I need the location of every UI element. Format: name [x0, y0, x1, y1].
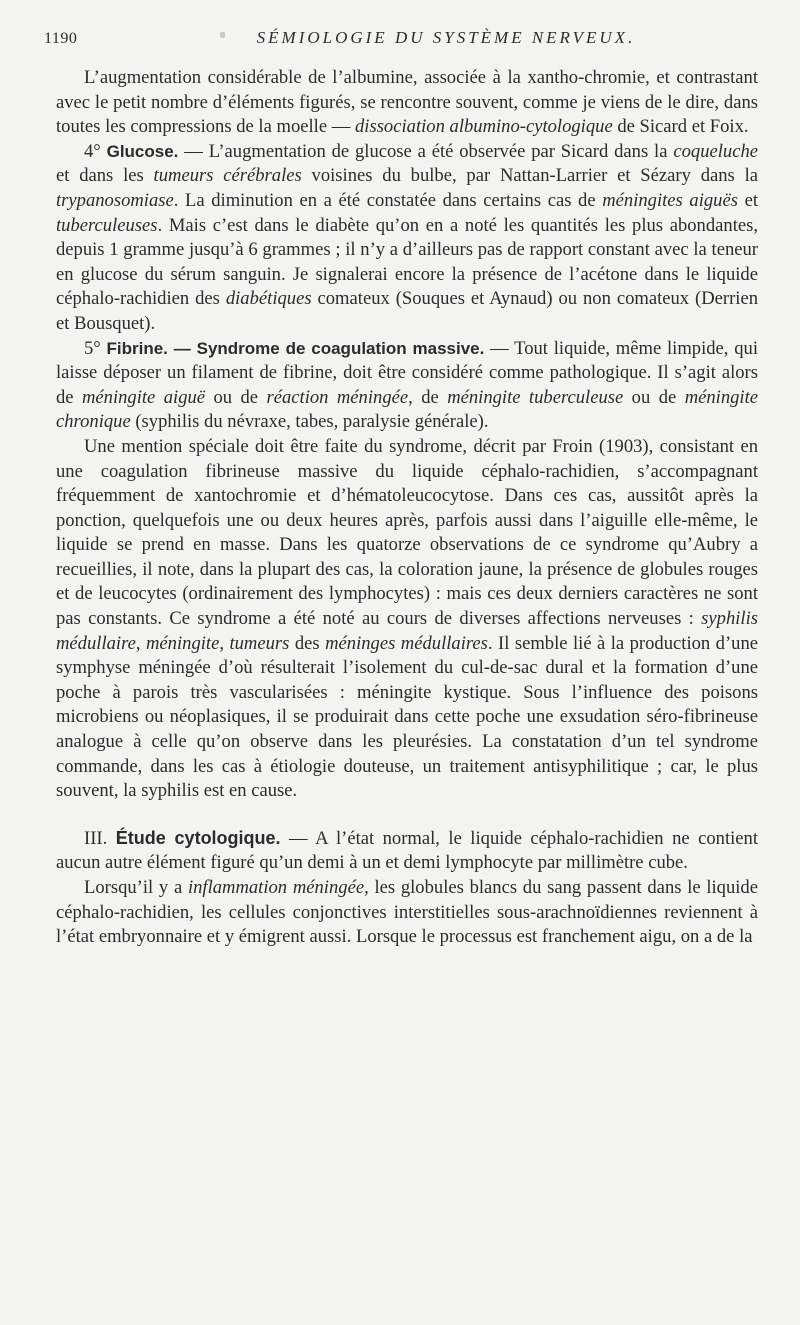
italic-term: tumeurs cérébrales	[153, 165, 302, 187]
section-heading: Fibrine. — Syndrome de coagulation massive.	[106, 338, 485, 358]
italic-term: trypanosomiase	[56, 189, 174, 211]
italic-term: coqueluche	[673, 140, 759, 162]
italic-term: méningites aiguës	[602, 189, 738, 211]
section-number: 5°	[84, 337, 101, 359]
text: , les globules blancs du sang passent dans le liquide céphalo-rachidien, les cellules conjonctives interstitielles sous-arachnoïdiennes reviennent à l’état embryonnaire et y émigrent aussi. Lorsque le processus est franchement aigu, on a de la	[56, 877, 758, 948]
paragraph-froin-syndrome	[56, 435, 758, 804]
italic-term: tuberculeuses	[56, 214, 158, 236]
text: de Sicard et Foix.	[612, 116, 749, 138]
text: et	[737, 189, 758, 211]
text: ou de	[205, 386, 267, 408]
text: ,	[135, 632, 146, 654]
section-number: III.	[84, 827, 108, 849]
text: . La diminution en a été constatée dans certains cas de	[173, 189, 603, 211]
paragraph-fibrine	[56, 337, 758, 435]
italic-term: inflammation méningée	[187, 877, 365, 898]
paragraph-cytologie	[56, 826, 758, 876]
italic-term: réaction méningée	[266, 386, 409, 408]
text: . Il semble lié à la production d’une symphyse méningée d’où résulterait l’isolement du cul-de-sac dural et la formation d’une poche à parois très vascularisées : méningite kystique. Sous l’influence des poisons microbiens ou néoplasiques, il se produirait dans cette poche une exsudation séro-fibrineuse analogue à celle qu’on observe dans les pleurésies. La constatation d’un tel syndrome commande, dans les cas à étiologie douteuse, un traitement antisyphilitique ; car, le plus souvent, la syphilis est en cause.	[56, 632, 759, 802]
text: Lorsqu’il y a	[84, 877, 188, 898]
text: voisines du bulbe, par Nattan-Larrier et Sézary dans la	[301, 165, 758, 187]
text: — A l’état normal, le liquide céphalo-rachidien ne contient aucun autre élément figuré qu’un demi à un et demi lymphocyte par millimètre cube.	[56, 827, 759, 874]
italic-term: méningite aiguë	[81, 386, 206, 408]
italic-term: méningite	[146, 632, 220, 654]
italic-term: méningite tuberculeuse	[447, 386, 624, 408]
italic-term: dissociation albumino-cytologique	[355, 116, 613, 138]
text: , de	[408, 386, 448, 408]
text: ,	[219, 632, 230, 654]
italic-term: tumeurs	[229, 632, 290, 654]
italic-term: syphilis médullaire	[56, 608, 758, 654]
text: comateux (Souques et Aynaud) ou non comateux (Derrien et Bousquet).	[56, 288, 759, 334]
italic-term: méninges médullaires	[325, 632, 488, 654]
text: — L’augmentation de glucose a été observée par Sicard dans la	[178, 140, 674, 162]
section-heading: Étude cytologique.	[115, 827, 281, 848]
text: ou de	[623, 386, 685, 408]
text: des	[289, 632, 326, 654]
page-header	[0, 24, 800, 54]
paragraph-inflammation	[56, 876, 758, 950]
italic-term: diabétiques	[225, 288, 312, 310]
text: L’augmentation considérable de l’albumine, associée à la xantho-chromie, et contrastant avec le petit nombre d’éléments figurés, se rencontre souvent, comme je viens de le dire, dans toutes les compressions de la moelle —	[56, 67, 758, 138]
text: Une mention spéciale doit être faite du syndrome, décrit par Froin (1903), consistant en une coagulation fibrineuse massive du liquide céphalo-rachidien, s’accompagnant fréquemment de xantochromie et d’hématoleucocytose. Dans ces cas, aussitôt après la ponction, quelquefois une ou deux heures après, parfois aussi dans l’aiguille elle-même, le liquide se prend en masse. Dans les quatorze observations de ce syndrome qu’Aubry a recueillies, il note, dans la plupart des cas, la coloration jaune, la présence de globules rouges et de leucocytes (ordinairement des lymphocytes) : mais ces deux derniers caractères ne sont pas constants. Ce syndrome a été noté au cours de diverses affections nerveuses :	[56, 435, 758, 630]
running-head: SÉMIOLOGIE DU SYSTÈME NERVEUX.	[256, 28, 636, 47]
paragraph-albumine	[56, 66, 758, 140]
text: — Tout liquide, même limpide, qui laisse déposer un filament de fibrine, doit être considéré comme pathologique. Il s’agit alors de	[56, 337, 758, 408]
page-body	[56, 66, 758, 950]
section-heading: Glucose.	[106, 141, 179, 161]
italic-term: méningite chronique	[56, 386, 759, 433]
text: (syphilis du névraxe, tabes, paralysie générale).	[130, 411, 489, 433]
page-number: 1190	[44, 30, 78, 47]
section-number: 4°	[84, 140, 101, 162]
paragraph-glucose	[56, 140, 758, 337]
text: et dans les	[56, 165, 154, 187]
text: . Mais c’est dans le diabète qu’on en a noté les quantités les plus abondantes, depuis 1 gramme jusqu’à 6 grammes ; il n’y a d’ailleurs pas de rapport constant avec la teneur en glucose du sérum sanguin. Je signalerai encore la présence de l’acétone dans le liquide céphalo-rachidien des	[56, 214, 758, 310]
